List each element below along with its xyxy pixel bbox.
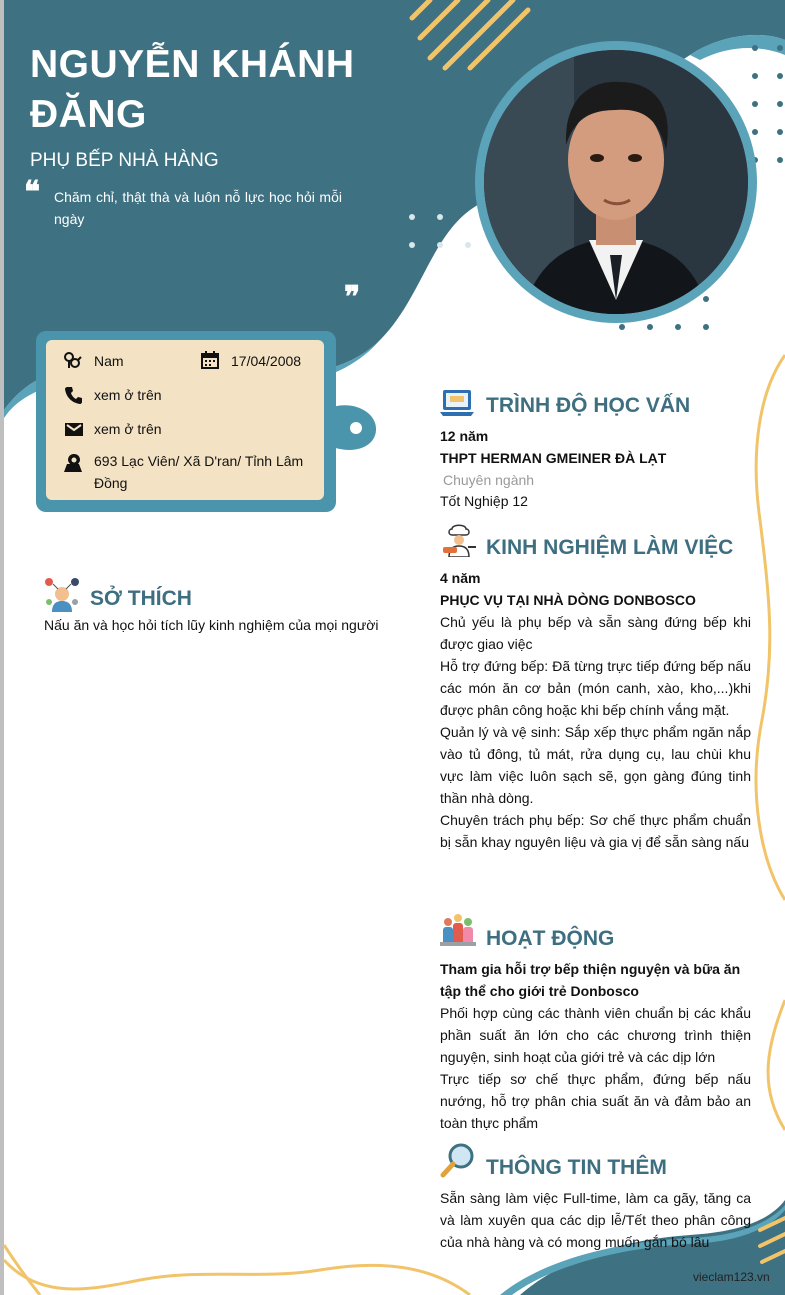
email-value: xem ở trên [94,421,162,437]
education-title: TRÌNH ĐỘ HỌC VẤN [486,394,691,417]
chef-icon [440,521,478,562]
candidate-name [30,40,390,140]
experience-list [440,611,751,853]
birthday-value: 17/04/2008 [231,353,302,369]
close-quote-icon: ❞ [344,281,361,314]
job-title: PHỤ BẾP NHÀ HÀNG [30,150,219,171]
experience-title: KINH NGHIỆM LÀM VIỆC [486,536,734,559]
additional-text: Sẵn sàng làm việc Full-time, làm ca gãy, tăng ca và làm xuyên qua các dịp lễ/Tết theo phân công của nhà hàng và có mong muốn gắn bó lâu [440,1190,751,1250]
magnifier-icon [440,1142,476,1183]
activities-title: HOẠT ĐỘNG [486,927,615,950]
footer-brand: vieclam123.vn [693,1270,770,1284]
career-summary: Chăm chỉ, thật thà và luôn nỗ lực học hỏi mỗi ngày [54,189,342,227]
education-result: Tốt Nghiệp 12 [440,493,528,509]
hobbies-text: Nấu ăn và học hỏi tích lũy kinh nghiệm của mọi người [44,617,379,633]
gender-icon [62,350,82,375]
additional-title: THÔNG TIN THÊM [486,1156,667,1179]
activity-list [440,1002,751,1134]
laptop-icon [440,388,474,423]
experience-position: PHỤC VỤ TẠI NHÀ DÒNG DONBOSCO [440,592,696,608]
activity-name: Tham gia hỗi trợ bếp thiện nguyện và bữa ăn tập thể cho giới trẻ Donbosco [440,961,741,999]
phone-value: xem ở trên [94,387,162,403]
hobby-icon [44,576,80,617]
phone-icon [64,385,84,410]
education-time: 12 năm [440,428,489,444]
experience-item: Chuyên trách phụ bếp: Sơ chế thực phẩm chuẩn bị sẵn khay nguyên liệu và gia vị để sẵn sàng nấu [440,812,751,850]
email-icon [64,419,84,444]
team-icon [440,912,476,953]
activity-item: Phối hợp cùng các thành viên chuẩn bị các khẩu phần suất ăn lớn cho các chương trình thiện nguyện, sinh hoạt của giới trẻ và các dịp lớn [440,1005,751,1065]
address-value: 693 Lạc Viên/ Xã D'ran/ Tỉnh Lâm Đồng [94,453,304,491]
open-quote-icon: ❝ [24,176,41,209]
experience-item: Hỗ trợ đứng bếp: Đã từng trực tiếp đứng bếp nấu các món ăn cơ bản (món canh, xào, kho,...)khi được phân công hoặc khi bếp chính vắng mặt. [440,658,751,718]
experience-time: 4 năm [440,570,481,586]
experience-item: Quản lý và vệ sinh: Sắp xếp thực phẩm ngăn nắp vào tủ đông, tủ mát, rửa dụng cụ, lau chùi khu vực làm việc luôn sạch sẽ, gọn gàng đúng tinh thần nhà dòng. [440,724,751,806]
gender-value: Nam [94,353,124,369]
education-school: THPT HERMAN GMEINER ĐÀ LẠT [440,450,667,466]
education-major: Chuyên ngành [443,472,535,488]
candidate-name-line1: NGUYỄN KHÁNH [30,43,355,86]
activity-item: Trực tiếp sơ chế thực phẩm, đứng bếp nấu nướng, hỗ trợ phân chia suất ăn và đảm bảo an toàn thực phẩm [440,1071,751,1131]
candidate-name-line2: ĐĂNG [30,93,147,136]
experience-item: Chủ yếu là phụ bếp và sẵn sàng đứng bếp khi được giao việc [440,614,751,652]
location-icon [63,453,83,478]
profile-photo [484,50,748,314]
hobbies-title: SỞ THÍCH [90,587,192,610]
calendar-icon [200,350,220,375]
